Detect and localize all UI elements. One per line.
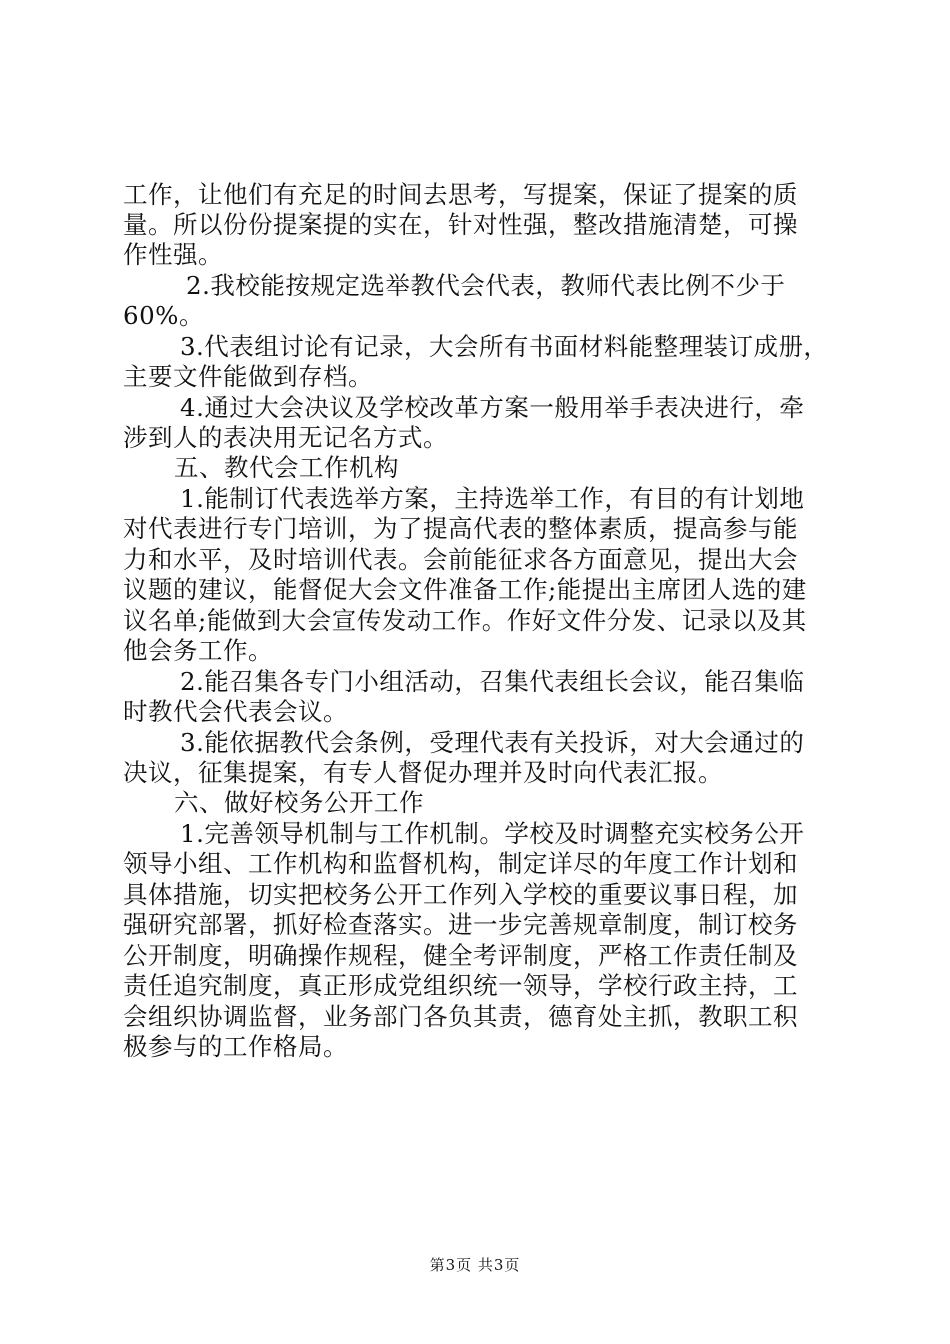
text-line: 力和水平，及时培训代表。会前能征求各方面意见，提出大会 bbox=[123, 545, 798, 574]
text-line: 议题的建议，能督促大会文件准备工作;能提出主席团人选的建 bbox=[123, 575, 807, 604]
text-line: 对代表进行专门培训，为了提高代表的整体素质，提高参与能 bbox=[123, 514, 798, 543]
text-line: 具体措施，切实把校务公开工作列入学校的重要议事日程，加 bbox=[123, 880, 798, 909]
text-line: 2.能召集各专门小组活动，召集代表组长会议，能召集临 bbox=[180, 667, 805, 696]
text-line: 公开制度，明确操作规程，健全考评制度，严格工作责任制及 bbox=[123, 941, 798, 970]
text-line: 主要文件能做到存档。 bbox=[123, 362, 373, 391]
text-line: 作性强。 bbox=[123, 240, 223, 269]
text-line: 议名单;能做到大会宣传发动工作。作好文件分发、记录以及其 bbox=[123, 606, 807, 635]
text-line: 强研究部署，抓好检查落实。进一步完善规章制度，制订校务 bbox=[123, 910, 798, 939]
section-heading: 五、教代会工作机构 bbox=[174, 453, 399, 482]
page-number-footer: 第3页 共3页 bbox=[429, 1256, 521, 1274]
text-line: 1.能制订代表选举方案，主持选举工作，有目的有计划地 bbox=[180, 484, 805, 513]
text-line: 3.能依据教代会条例，受理代表有关投诉，对大会通过的 bbox=[180, 728, 805, 757]
text-line: 他会务工作。 bbox=[123, 636, 273, 665]
text-line: 4.通过大会决议及学校改革方案一般用举手表决进行，牵 bbox=[180, 393, 805, 422]
text-line: 决议，征集提案，有专人督促办理并及时向代表汇报。 bbox=[123, 758, 723, 787]
text-line: 量。所以份份提案提的实在，针对性强，整改措施清楚，可操 bbox=[123, 210, 798, 239]
text-line: 工作，让他们有充足的时间去思考，写提案，保证了提案的质 bbox=[123, 180, 798, 209]
text-line: 2.我校能按规定选举教代会代表，教师代表比例不少于 bbox=[186, 271, 786, 300]
text-line: 3.代表组讨论有记录，大会所有书面材料能整理装订成册， bbox=[180, 332, 829, 361]
text-line: 时教代会代表会议。 bbox=[123, 697, 348, 726]
text-line: 涉到人的表决用无记名方式。 bbox=[123, 423, 448, 452]
text-line: 责任追究制度，真正形成党组织统一领导，学校行政主持，工 bbox=[123, 971, 798, 1000]
text-line: 会组织协调监督，业务部门各负其责，德育处主抓，教职工积 bbox=[123, 1002, 798, 1031]
text-line: 极参与的工作格局。 bbox=[123, 1032, 348, 1061]
text-line: 60%。 bbox=[123, 301, 204, 330]
text-line: 1.完善领导机制与工作机制。学校及时调整充实校务公开 bbox=[180, 819, 805, 848]
text-line: 领导小组、工作机构和监督机构，制定详尽的年度工作计划和 bbox=[123, 849, 798, 878]
section-heading: 六、做好校务公开工作 bbox=[174, 788, 424, 817]
